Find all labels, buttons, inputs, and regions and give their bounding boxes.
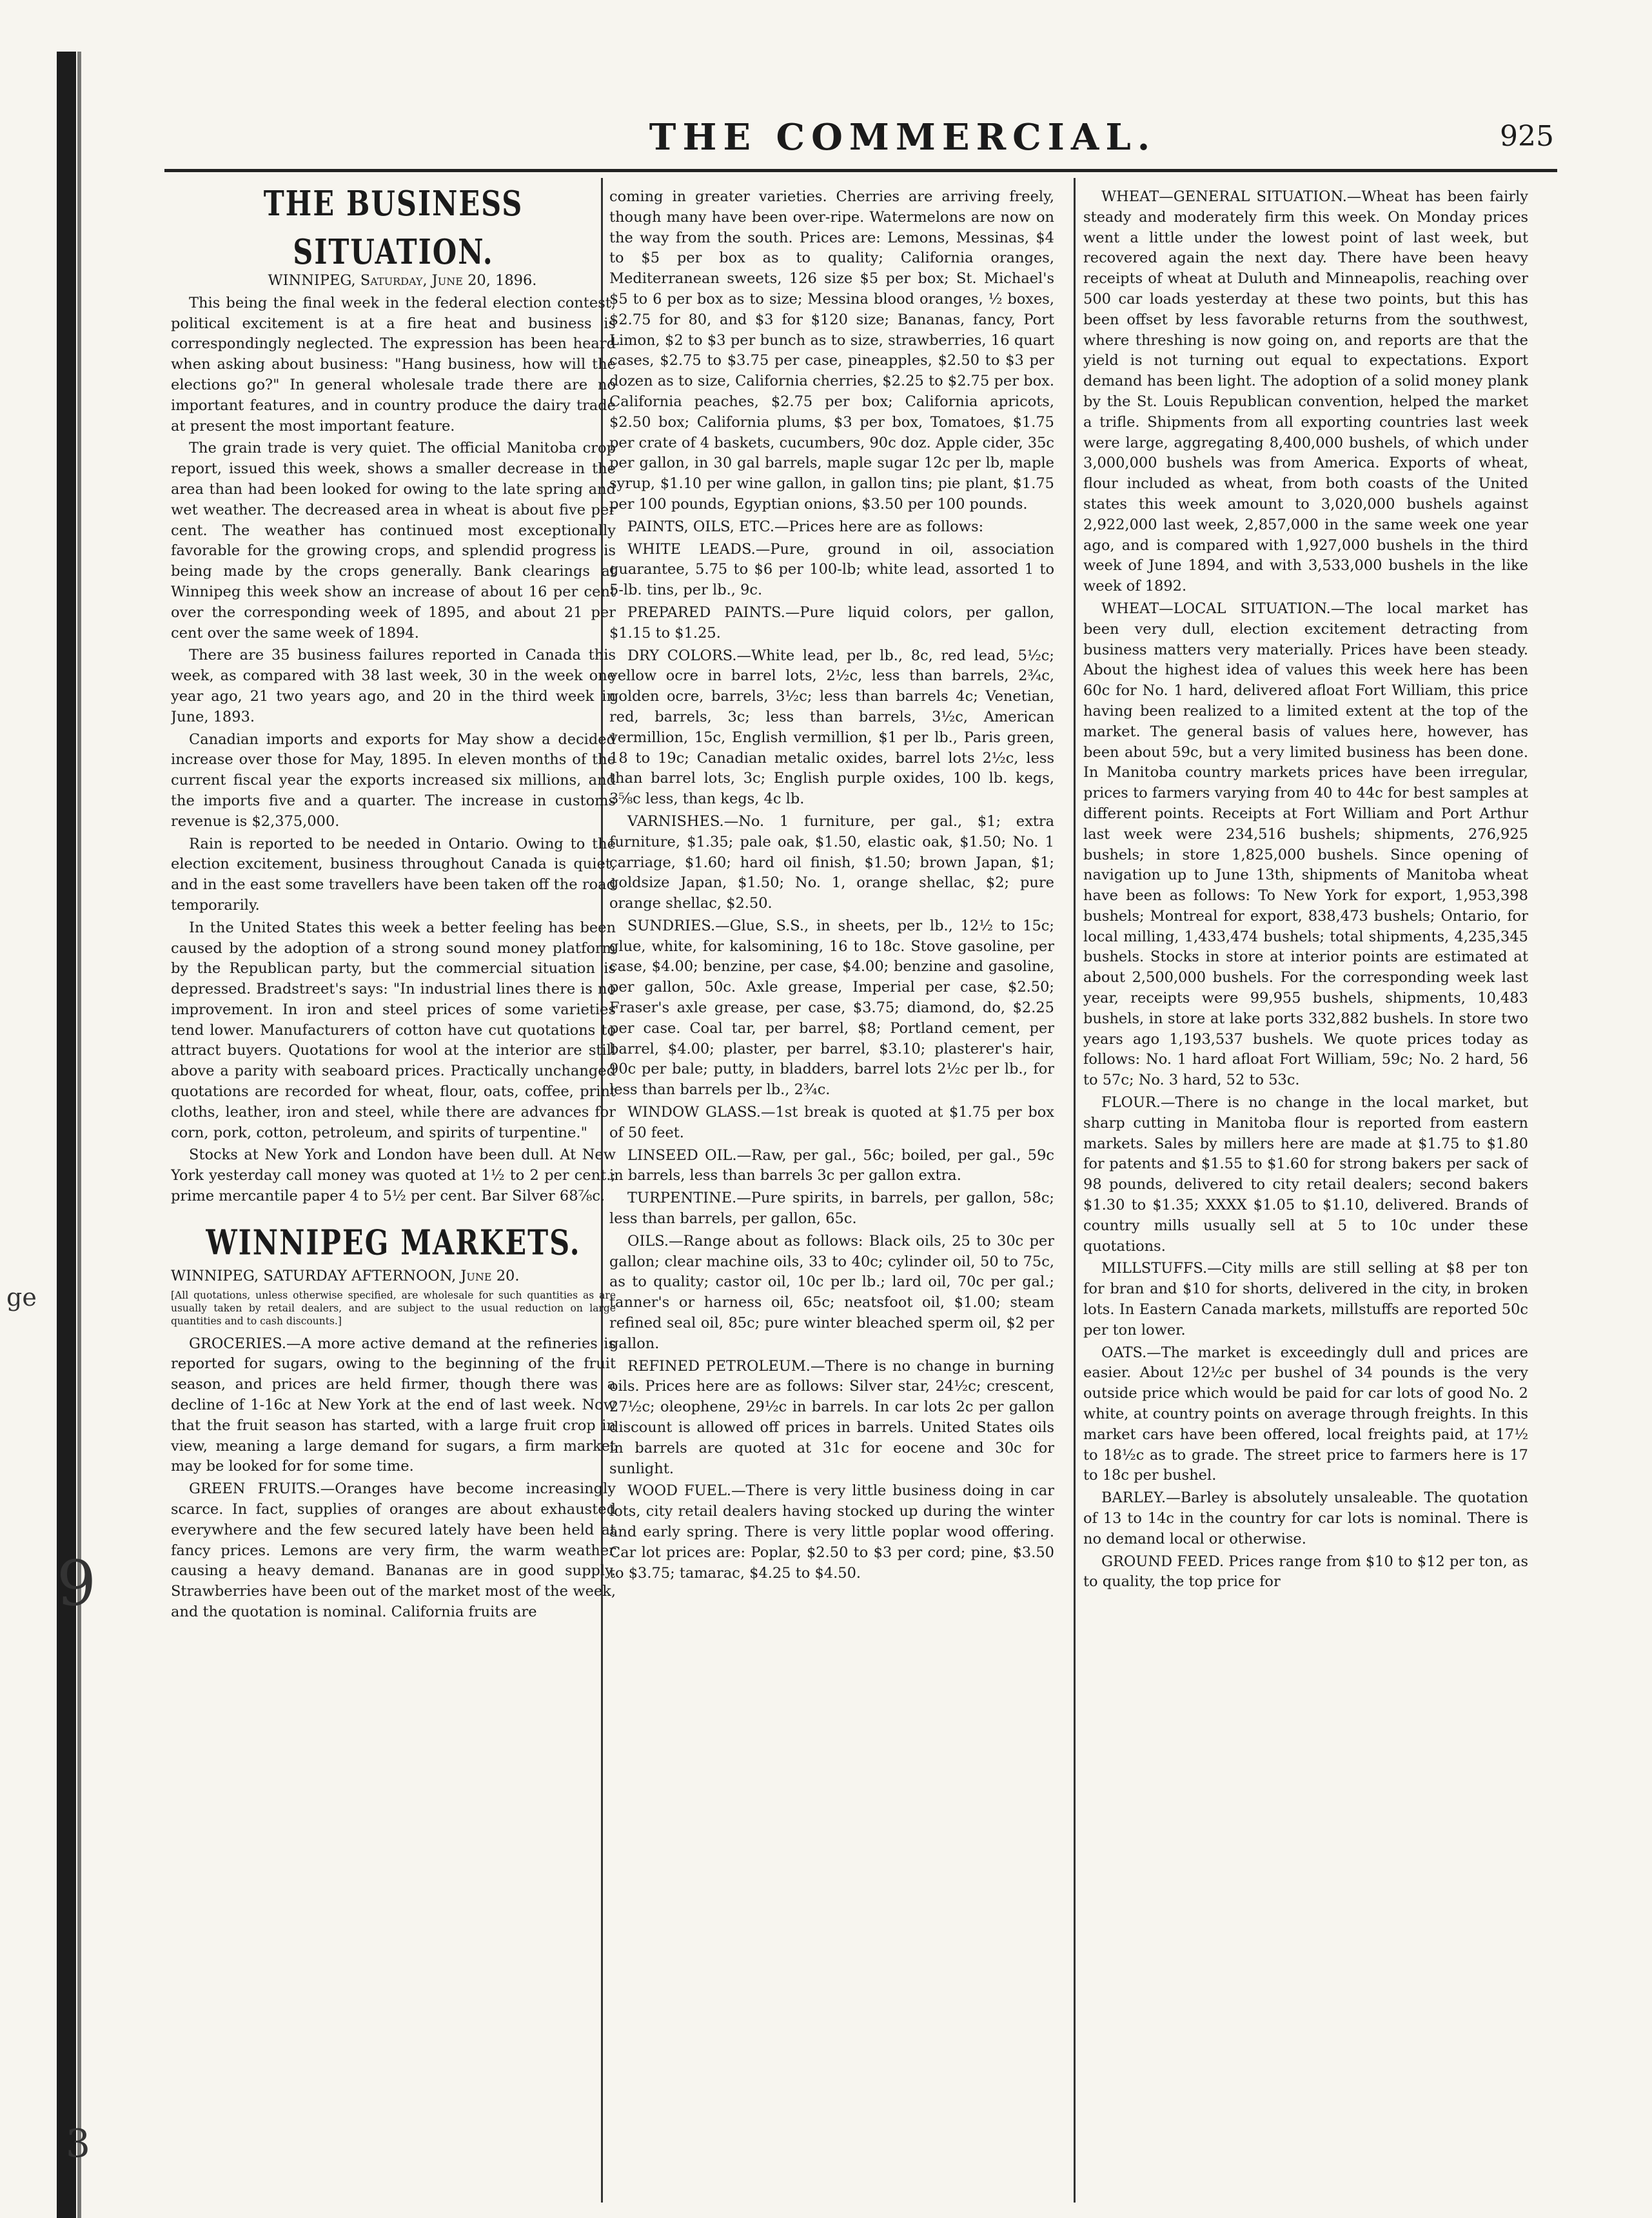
column-rule (1074, 178, 1076, 2203)
market-paragraph: TURPENTINE.—Pure spirits, in barrels, per gallon, 58c; less than barrels, per gallon, 65c. (609, 1190, 1054, 1228)
market-paragraph: WHEAT—LOCAL SITUATION.—The local market has been very dull, election excitement detracting from business matters very materially. Prices have been steady. About the highest idea of values this week here has been 60c for No. 1 hard, delivered afloat Fort William, this price having been realized to a limited extent at the top of the market. The general basis of values here, however, has been about 59c, but a very limited business has been done. In Manitoba country markets prices have been irregular, prices to farmers varying from 40 to 44c for best samples at different points. Receipts at Fort William and Port Arthur last week were 234,516 bushels; shipments, 276,925 bushels; in store 1,825,000 bushels. Since opening of navigation up to June 13th, shipments of Manitoba wheat have been as follows: To New York for export, 1,953,398 bushels; Montreal for export, 838,473 bushels; Ontario, for local milling, 1,433,474 bushels; total shipments, 4,235,345 bushels. Stocks in store at interior points are estimated at about 2,500,000 bushels. For the corresponding week last year, receipts were 99,955 bushels, shipments, 10,483 bushels, in store at lake ports 332,882 bushels. In store two years ago 1,193,537 bushels. We quote prices today as follows: No. 1 hard afloat Fort William, 59c; No. 2 hard, 56 to 57c; No. 3 hard, 52 to 53c. (1083, 600, 1528, 1089)
market-paragraph: FLOUR.—There is no change in the local market, but sharp cutting in Manitoba flour is reported from eastern markets. Sales by millers here are made at $1.75 to $1.80 for patents and $1.55 to $1.60 for strong bakers per sack of 98 pounds, delivered to city retail dealers; second bakers $1.30 to $1.35; XXXX $1.05 to $1.10, delivered. Brands of country mills usually sell at 5 to 10c under these quotations. (1083, 1094, 1528, 1255)
business-paragraph: In the United States this week a better feeling has been caused by the adoption of a strong sound money platform by the Republican party, but the commercial situation is depressed. Bradstreet's says: "In industrial lines there is no improvement. In iron and steel prices of some varieties tend lower. Manufacturers of cotton have cut quotations to attract buyers. Quotations for wool at the interior are still above a parity with seaboard prices. Practically unchanged quotations are recorded for wheat, flour, oats, coffee, print cloths, leather, iron and steel, while there are advances for corn, pork, cotton, petroleum, and spirits of turpentine." (171, 919, 616, 1141)
column-1 (171, 187, 616, 2205)
business-paragraph: The grain trade is very quiet. The official Manitoba crop report, issued this week, shows a smaller decrease in the area than had been looked for owing to the late spring and wet weather. The decreased area in wheat is about five per cent. The weather has continued most exceptionally favorable for the growing crops, and splendid progress is being made by the crops generally. Bank clearings at Winnipeg this week show an increase of about 16 per cent over the corresponding week of 1895, and about 21 per cent over the same week of 1894. (171, 440, 616, 642)
market-paragraph: coming in greater varieties. Cherries are arriving freely, though many have been over-ripe. Watermelons are now on the way from the south. Prices are: Lemons, Messinas, $4 to $5 per box as to quality; California oranges, Mediterranean sweets, 126 size $5 per box; St. Michael's $5 to 6 per box as to size; Messina blood oranges, ½ boxes, $2.75 for 80, and $3 for $120 size; Bananas, fancy, Port Limon, $2 to $3 per bunch as to size, strawberries, 16 quart cases, $2.75 to $3.75 per case, pineapples, $2.50 to $3 per dozen as to size, California cherries, $2.25 to $2.75 per box. California peaches, $2.75 per box; California apricots, $2.50 box; California plums, $3 per box, Tomatoes, $1.75 per crate of 4 baskets, cucumbers, 90c doz. Apple cider, 35c per gallon, in 30 gal barrels, maple sugar 12c per lb, maple syrup, $1.10 per wine gallon, in gallon tins; pie plant, $1.75 per 100 pounds, Egyptian onions, $3.50 per 100 pounds. (609, 188, 1054, 513)
market-paragraph: MILLSTUFFS.—City mills are still selling at $8 per ton for bran and $10 for shorts, delivered in the city, in broken lots. In Eastern Canada markets, millstuffs are reported 50c per ton lower. (1083, 1260, 1528, 1339)
market-paragraph: GROCERIES.—A more active demand at the refineries is reported for sugars, owing to the beginning of the fruit season, and prices are held firmer, though there was a decline of 1-16c at New York at the end of last week. Now that the fruit season has started, with a large fruit crop in view, meaning a large demand for sugars, a firm market may be looked for for some time. (171, 1335, 616, 1475)
market-paragraph: VARNISHES.—No. 1 furniture, per gal., $1; extra furniture, $1.35; pale oak, $1.50, elastic oak, $1.50; No. 1 carriage, $1.60; hard oil finish, $1.50; brown Japan, $1; goldsize Japan, $1.50; No. 1, orange shellac, $2; pure orange shellac, $2.50. (609, 812, 1054, 912)
margin-mark: 3 (66, 2121, 91, 2166)
business-paragraph: There are 35 business failures reported in Canada this week, as compared with 38 last week, 30 in the week one year ago, 21 two years ago, and 20 in the third week in June, 1893. (171, 647, 616, 725)
market-paragraph: SUNDRIES.—Glue, S.S., in sheets, per lb., 12½ to 15c; glue, white, for kalsomining, 16 to 18c. Stove gasoline, per case, $4.00; benzine, per case, $4.00; benzine and gasoline, per gallon, 50c. Axle grease, Imperial per case, $2.50; Fraser's axle grease, per case, $3.75; diamond, do, $2.25 per case. Coal tar, per barrel, $8; Portland cement, per barrel, $4.00; plaster, per barrel, $3.10; plasterer's hair, 90c per bale; putty, in bladders, barrel lots 2½c per lb., for less than barrels per lb., 2¾c. (609, 917, 1054, 1099)
markets-dateline: WINNIPEG, SATURDAY AFTERNOON, June 20. (171, 1267, 520, 1284)
business-dateline: WINNIPEG, Saturday, June 20, 1896. (268, 272, 537, 289)
market-paragraph: PREPARED PAINTS.—Pure liquid colors, per gallon, $1.15 to $1.25. (609, 604, 1054, 642)
margin-mark: 9 (57, 1547, 97, 1620)
market-paragraph: GROUND FEED. Prices range from $10 to $12 per ton, as to quality, the top price for (1083, 1553, 1528, 1591)
page-header (148, 116, 1554, 161)
market-paragraph: GREEN FRUITS.—Oranges have become increasingly scarce. In fact, supplies of oranges are about exhausted everywhere and the few secured lately have been held at fancy prices. Lemons are very firm, the warm weather causing a heavy demand. Bananas are in good supply. Strawberries have been out of the market most of the week, and the quotation is nominal. California fruits are (171, 1480, 616, 1621)
market-paragraph: DRY COLORS.—White lead, per lb., 8c, red lead, 5½c; yellow ocre in barrel lots, 2½c, less than barrels, 2¾c, golden ocre, barrels, 3½c; less than barrels 4c; Venetian, red, barrels, 3c; less than barrels, 3½c, American vermillion, 15c, English vermillion, $1 per lb., Paris green, 18 to 19c; Canadian metalic oxides, barrel lots 2½c, less than barrel lots, 3c; English purple oxides, 100 lb. kegs, 3⅝c less, than kegs, 4c lb. (609, 647, 1054, 808)
margin-mark: ge (6, 1283, 37, 1311)
market-paragraph: PAINTS, OILS, ETC.—Prices here are as follows: (627, 518, 984, 535)
business-paragraph: Canadian imports and exports for May show a decided increase over those for May, 1895. In eleven months of the current fiscal year the exports increased six millions, and the imports five and a quarter. The increase in customs revenue is $2,375,000. (171, 731, 616, 830)
business-paragraph: Rain is reported to be needed in Ontario. Owing to the election excitement, business throughout Canada is quiet, and in the east some travellers have been taken off the road temporarily. (171, 835, 616, 914)
business-situation-title: THE BUSINESS SITUATION. (263, 187, 524, 273)
market-paragraph: LINSEED OIL.—Raw, per gal., 56c; boiled, per gal., 59c in barrels, less than barrels 3c per gallon extra. (609, 1146, 1054, 1184)
masthead: THE COMMERCIAL. (649, 116, 1157, 159)
header-rule (164, 169, 1557, 172)
left-margin-marks (4, 0, 133, 2215)
quotations-note: [All quotations, unless otherwise specified, are wholesale for such quantities as are usually taken by retail dealers, and are subject to the usual reduction on large quantities and to cash discounts.] (171, 1289, 616, 1327)
market-paragraph: REFINED PETROLEUM.—There is no change in burning oils. Prices here are as follows: Silver star, 24½c; crescent, 27½c; oleophene, 29½c in barrels. In car lots 2c per gallon discount is allowed off prices in barrels. United States oils in barrels are quoted at 31c for eocene and 30c for sunlight. (609, 1357, 1054, 1477)
column-3 (1083, 187, 1528, 2205)
market-paragraph: WINDOW GLASS.—1st break is quoted at $1.75 per box of 50 feet. (609, 1104, 1054, 1141)
market-paragraph: WHEAT—GENERAL SITUATION.—Wheat has been fairly steady and moderately firm this week. On Monday prices went a little under the lowest point of last week, but recovered again the next day. There have been heavy receipts of wheat at Duluth and Minneapolis, reaching over 500 car loads yesterday at these two points, but this has been offset by less favorable returns from the southwest, where threshing is now going on, and reports are that the yield is not turning out equal to expectations. Export demand has been light. The adoption of a solid money plank by the St. Louis Republican convention, helped the market a trifle. Shipments from all exporting countries last week were large, aggregating 8,400,000 bushels, of which under 3,000,000 bushels was from America. Exports of wheat, flour included as wheat, from both coasts of the United states this week amount to 3,020,000 bushels against 2,922,000 last week, 2,857,000 in the same week one year ago, and is compared with 1,927,000 bushels in the third week of June 1894, and with 3,533,000 bushels in the like week of 1892. (1083, 188, 1528, 595)
market-paragraph: OILS.—Range about as follows: Black oils, 25 to 30c per gallon; clear machine oils, 33 to 40c; cylinder oil, 50 to 75c, as to quality; castor oil, 10c per lb.; lard oil, 70c per gal.; tanner's or harness oil, 65c; neatsfoot oil, $1.00; steam refined seal oil, 85c; pure winter bleached sperm oil, $2 per gallon. (609, 1232, 1054, 1352)
market-paragraph: WOOD FUEL.—There is very little business doing in car lots, city retail dealers having stocked up during the winter and early spring. There is very little poplar wood offering. Car lot prices are: Poplar, $2.50 to $3 per cord; pine, $3.50 to $3.75; tamarac, $4.25 to $4.50. (609, 1482, 1054, 1582)
page-number: 925 (1500, 120, 1554, 153)
market-paragraph: OATS.—The market is exceedingly dull and prices are easier. About 12½c per bushel of 34 pounds is the very outside price which would be paid for car lots of good No. 2 white, at country points on average through freights. In this market cars have been offered, local freights paid, at 17½ to 18½c as to grade. The street price to farmers here is 17 to 18c per bushel. (1083, 1344, 1528, 1484)
market-paragraph: WHITE LEADS.—Pure, ground in oil, association guarantee, 5.75 to $6 per 100-lb; white lead, assorted 1 to 5-lb. tins, per lb., 9c. (609, 540, 1054, 599)
business-paragraph: This being the final week in the federal election contest, political excitement is at a fire heat and business is correspondingly neglected. The expression has been heard when asking about business: "Hang business, how will the elections go?" In general wholesale trade there are no important features, and in country produce the dairy trade at present the most important feature. (171, 294, 616, 435)
market-paragraph: BARLEY.—Barley is absolutely unsaleable. The quotation of 13 to 14c in the country for car lots is nominal. There is no demand local or otherwise. (1083, 1489, 1528, 1547)
column-2 (609, 187, 1054, 2205)
business-paragraph: Stocks at New York and London have been dull. At New York yesterday call money was quoted at 1½ to 2 per cent.; prime mercantile paper 4 to 5½ per cent. Bar Silver 68⅞c. (171, 1146, 616, 1205)
winnipeg-markets-title: WINNIPEG MARKETS. (206, 1222, 581, 1264)
